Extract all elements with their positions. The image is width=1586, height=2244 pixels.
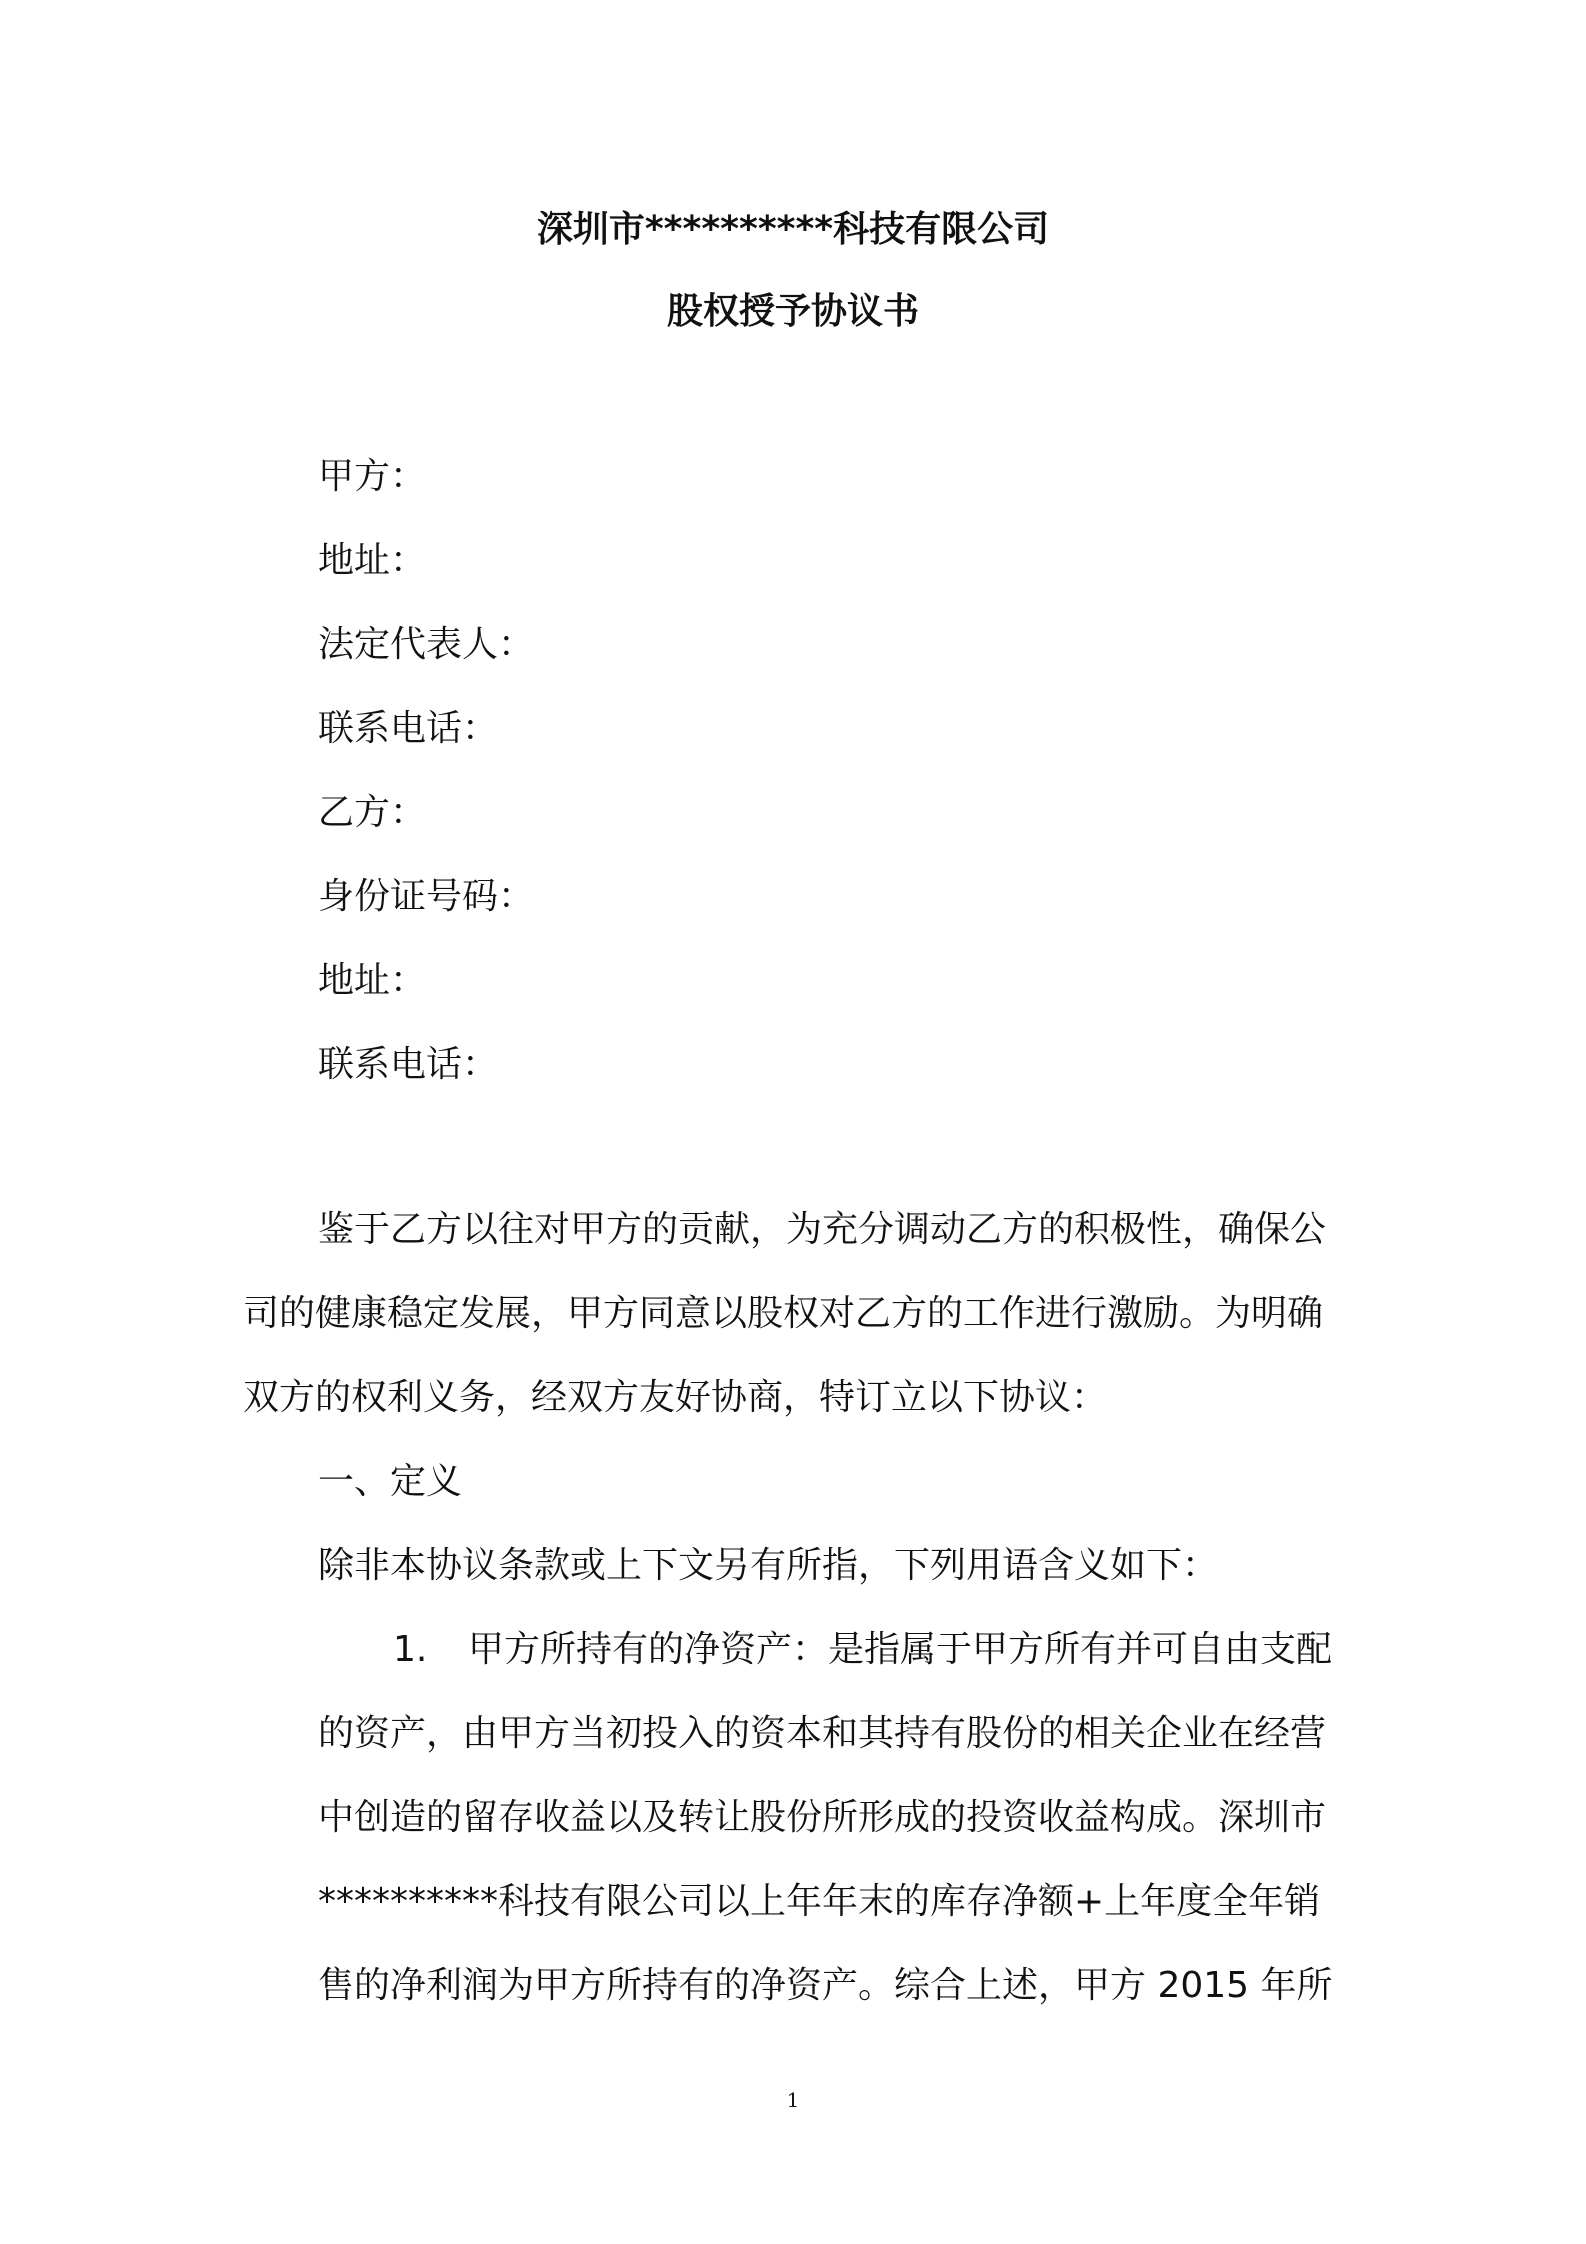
document-title-company: 深圳市**********科技有限公司 bbox=[536, 209, 1050, 250]
field-party-b-address: 地址： bbox=[318, 960, 427, 1001]
intro-line: 司的健康稳定发展，甲方同意以股权对乙方的工作进行激励。为明确 bbox=[243, 1293, 1324, 1334]
document-title-agreement: 股权授予协议书 bbox=[666, 291, 919, 332]
intro-paragraph bbox=[243, 1206, 1353, 1458]
field-party-a: 甲方： bbox=[318, 456, 427, 497]
field-id-number: 身份证号码： bbox=[318, 876, 535, 917]
definition-item-1 bbox=[318, 1626, 1358, 2046]
field-party-b-phone: 联系电话： bbox=[318, 1044, 499, 1085]
page-number: 1 bbox=[786, 2088, 800, 2112]
section-intro-text: 除非本协议条款或上下文另有所指，下列用语含义如下： bbox=[318, 1545, 1219, 1586]
field-party-a-address: 地址： bbox=[318, 540, 427, 581]
section-heading-definitions: 一、定义 bbox=[318, 1461, 463, 1502]
definition-number: 1. bbox=[393, 1629, 428, 1670]
field-party-b: 乙方： bbox=[318, 792, 427, 833]
definition-line: 的资产，由甲方当初投入的资本和其持有股份的相关企业在经营 bbox=[318, 1713, 1327, 1754]
definition-line: 中创造的留存收益以及转让股份所形成的投资收益构成。深圳市 bbox=[318, 1797, 1327, 1838]
definition-line: **********科技有限公司以上年年末的库存净额+上年度全年销 bbox=[318, 1881, 1321, 1922]
intro-line: 鉴于乙方以往对甲方的贡献，为充分调动乙方的积极性，确保公 bbox=[318, 1209, 1327, 1250]
party-fields bbox=[318, 453, 1318, 1125]
definition-first-line bbox=[318, 1626, 1358, 1710]
field-party-a-phone: 联系电话： bbox=[318, 708, 499, 749]
definition-line: 甲方所持有的净资产：是指属于甲方所有并可自由支配 bbox=[468, 1629, 1333, 1670]
field-legal-representative: 法定代表人： bbox=[318, 624, 535, 665]
definition-line: 售的净利润为甲方所持有的净资产。综合上述，甲方 2015 年所 bbox=[318, 1965, 1333, 2006]
intro-line: 双方的权利义务，经双方友好协商，特订立以下协议： bbox=[243, 1377, 1108, 1418]
